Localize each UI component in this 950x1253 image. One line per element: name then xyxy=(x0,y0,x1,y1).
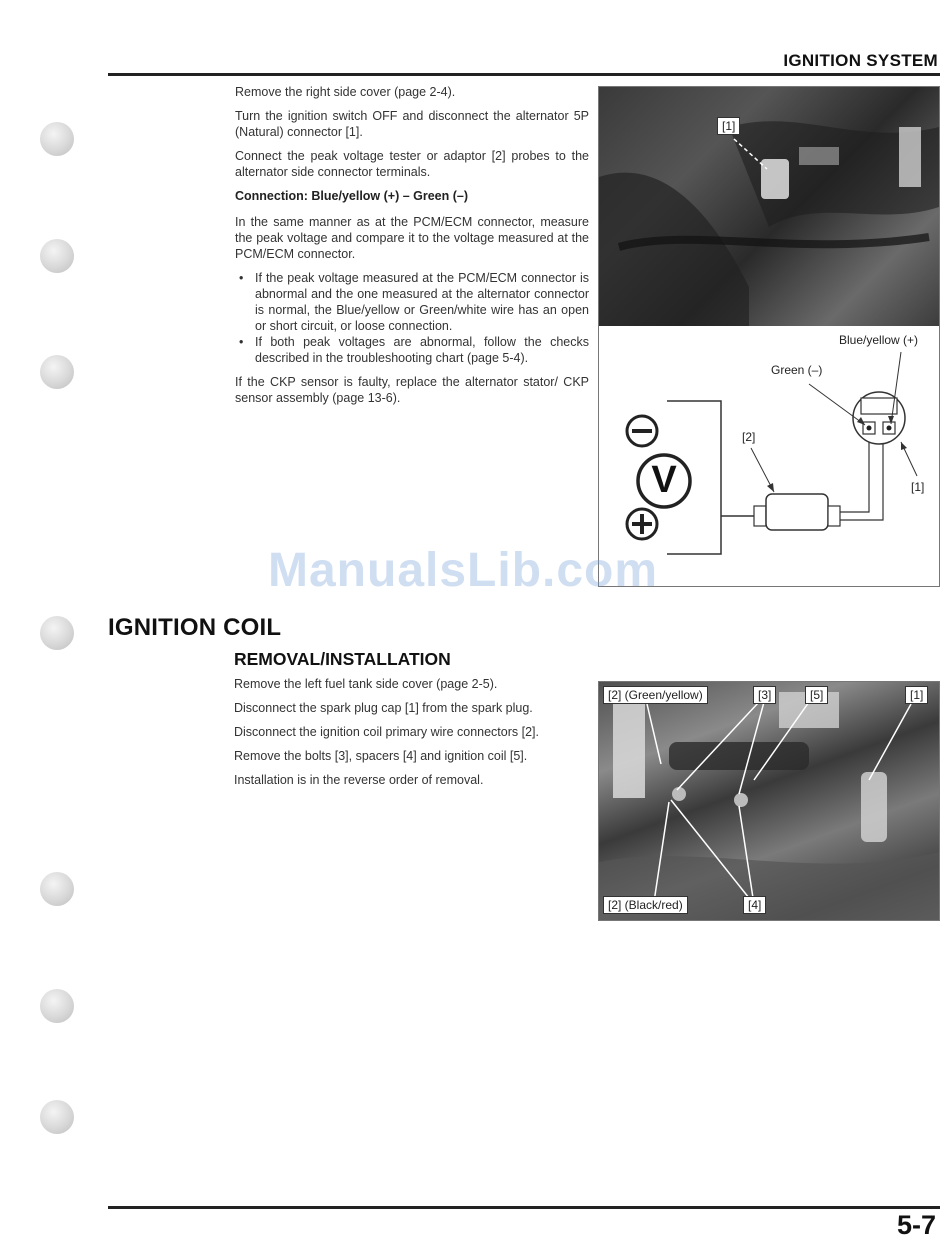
header-rule xyxy=(108,73,940,76)
watermark: ManualsLib.com xyxy=(268,544,659,597)
alternator-connector-photo xyxy=(598,86,940,328)
paragraph: Connect the peak voltage tester or adaptor [2] probes to the alternator side connector terminals. xyxy=(235,149,589,179)
paragraph: In the same manner as at the PCM/ECM connector, measure the peak voltage and compare it to the voltage measured at the PCM/ECM connector. xyxy=(235,215,589,261)
callout-label: [2] (Black/red) xyxy=(603,896,688,914)
paragraph: Turn the ignition switch OFF and disconnect the alternator 5P (Natural) connector [1]. xyxy=(235,109,589,139)
connection-spec: Connection: Blue/yellow (+) – Green (–) xyxy=(235,189,469,203)
wire-label-blue-yellow: Blue/yellow (+) xyxy=(839,333,919,347)
page-number: 5-7 xyxy=(896,1210,936,1240)
punch-hole xyxy=(40,616,74,650)
ignition-coil-photo xyxy=(598,681,940,921)
paragraph: Remove the right side cover (page 2-4). xyxy=(235,85,456,99)
list-item: • If the peak voltage measured at the PCM/ECM connector is abnormal and the one measured at the alternator connector is normal, the Blue/yellow or Green/white wire has an open or short circuit, or loose connection. xyxy=(235,270,589,334)
footer-rule xyxy=(108,1206,940,1209)
voltmeter-icon: V xyxy=(651,459,677,501)
bullet-list xyxy=(235,270,589,366)
punch-hole xyxy=(40,355,74,389)
paragraph: Disconnect the ignition coil primary wire connectors [2]. xyxy=(234,725,539,739)
punch-hole xyxy=(40,989,74,1023)
punch-hole xyxy=(40,1100,74,1134)
section-title: IGNITION COIL xyxy=(108,614,282,641)
paragraph: If the CKP sensor is faulty, replace the alternator stator/ CKP sensor assembly (page 13-6). xyxy=(235,375,589,405)
callout-label: [1] xyxy=(905,686,928,704)
callout-label: [1] xyxy=(911,480,925,494)
callout-label: [3] xyxy=(753,686,776,704)
callout-label: [5] xyxy=(805,686,828,704)
list-item: • If both peak voltages are abnormal, follow the checks described in the troubleshooting chart (page 5-4). xyxy=(235,334,589,366)
photo-illustration xyxy=(599,682,939,920)
callout-label: [2] xyxy=(742,430,756,444)
paragraph: Remove the bolts [3], spacers [4] and ignition coil [5]. xyxy=(234,749,528,763)
paragraph: Disconnect the spark plug cap [1] from the spark plug. xyxy=(234,701,533,715)
punch-hole xyxy=(40,872,74,906)
section1-text xyxy=(235,84,589,414)
callout-label: [4] xyxy=(743,896,766,914)
header-title: IGNITION SYSTEM xyxy=(783,51,938,70)
callout-label: [2] (Green/yellow) xyxy=(603,686,708,704)
callout-label: [1] xyxy=(717,117,740,135)
punch-hole xyxy=(40,122,74,156)
section2-text xyxy=(234,676,586,796)
photo-illustration xyxy=(599,87,939,327)
section-subtitle: REMOVAL/INSTALLATION xyxy=(234,649,451,669)
punch-hole xyxy=(40,239,74,273)
wire-label-green: Green (–) xyxy=(771,363,823,377)
paragraph: Remove the left fuel tank side cover (page 2-5). xyxy=(234,677,498,691)
paragraph: Installation is in the reverse order of removal. xyxy=(234,773,484,787)
